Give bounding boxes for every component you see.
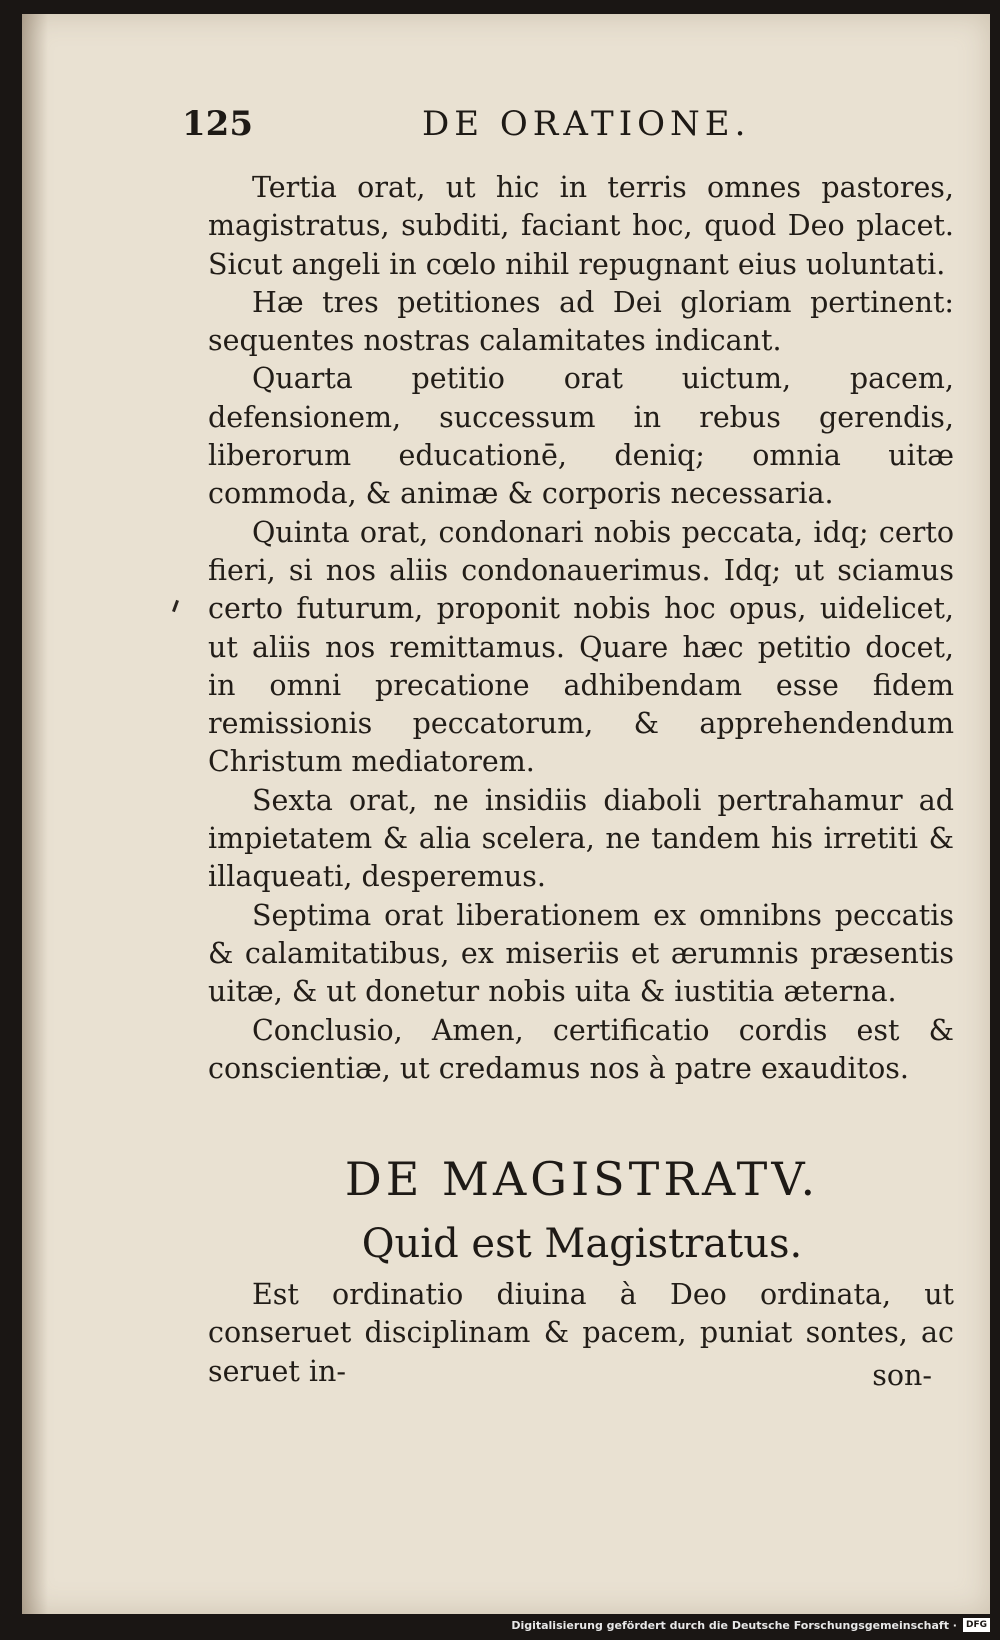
page-spine-shadow [22,14,48,1614]
book-page [22,14,990,1614]
page-header [182,100,962,160]
running-head: DE ORATIONE. [422,104,751,144]
page-number: 125 [182,104,253,144]
paragraph: Septima orat liberationem ex omnibns peccatis & calamitatibus, ex miseriis et ærumnis præsentis uitæ, & ut donetur nobis uita & iustitia æterna. [208,898,954,1009]
paragraph: Est ordinatio diuina à Deo ordinata, ut conseruet disciplinam & pacem, puniat sontes, ac seruet in- [208,1278,954,1388]
ink-mark [172,600,179,612]
paragraph: Quarta petitio orat uictum, pacem, defensionem, successum in rebus gerendis, liberorum educationē, deniq; omnia uitæ commoda, & animæ & corporis necessaria. [208,362,954,511]
paragraph: Sexta orat, ne insidiis diaboli pertrahamur ad impietatem & alia scelera, ne tandem his irretiti & illaqueati, desperemus. [208,783,954,894]
section-subtitle: Quid est Magistratus. [361,1221,803,1267]
dfg-logo: DFG [963,1618,990,1632]
footer-credit: Digitalisierung gefördert durch die Deutsche Forschungsgemeinschaft · [511,1618,957,1632]
section-text [208,1276,954,1391]
section-title: DE MAGISTRATV. [344,1152,820,1206]
catchword: son- [872,1359,932,1392]
paragraph: Hæ tres petitiones ad Dei gloriam pertinent: sequentes nostras calamitates indicant. [208,285,954,358]
paragraph: Conclusio, Amen, certificatio cordis est & conscientiæ, ut credamus nos à patre exauditos. [208,1013,954,1085]
paragraph: Quinta orat, condonari nobis peccata, idq; certo fieri, si nos aliis condonauerimus. Idq; ut sciamus certo futurum, proponit nobis hoc opus, uidelicet, ut aliis nos remittamus. Quare hæc petitio docet, in omni precatione adhibendam esse fidem remissionis peccatorum, & apprehendendum Christum mediatorem. [208,515,954,779]
main-text [208,169,954,1088]
paragraph: Tertia orat, ut hic in terris omnes pastores, magistratus, subditi, faciant hoc, quod Deo placet. Sicut angeli in cœlo nihil repugnant eius uoluntati. [208,171,954,281]
footer [511,1616,990,1634]
